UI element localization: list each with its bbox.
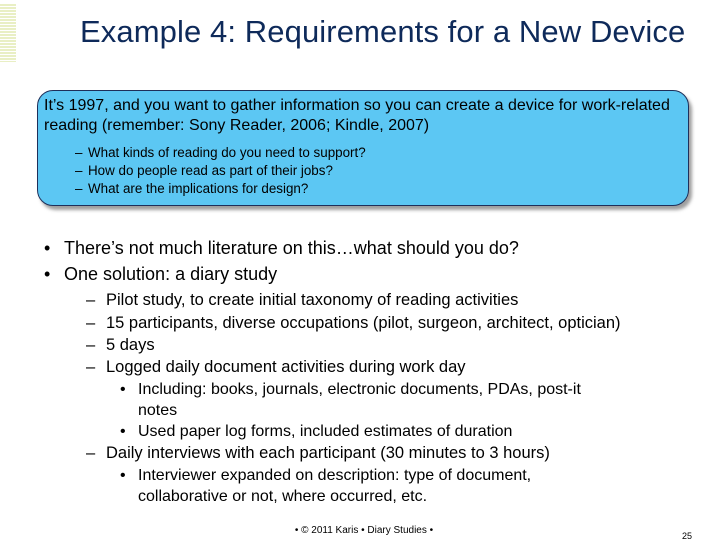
dash-marker: –: [75, 163, 83, 178]
dash-marker: –: [86, 336, 96, 354]
callout-question: – How do people read as part of their jobs?: [75, 163, 333, 178]
sub-sub-bullet-continuation: collaborative or not, where occurred, etc.: [138, 488, 428, 505]
callout-intro: It’s 1997, and you want to gather information so you can create a device for work-related reading (remember: Sony Reader, 2006; Kindle, 2007): [44, 97, 670, 134]
bullet-marker: •: [120, 381, 126, 398]
bullet-marker: •: [120, 423, 126, 440]
decorative-stripe: [0, 4, 16, 62]
sub-sub-bullet-item: Interviewer expanded on description: type of document,: [138, 467, 532, 484]
sub-sub-bullet-item: Including: books, journals, electronic documents, PDAs, post-it: [138, 381, 581, 398]
callout-question: – What are the implications for design?: [75, 181, 309, 196]
dash-marker: –: [75, 181, 83, 196]
bullet-item: There’s not much literature on this…what should you do?: [64, 238, 519, 258]
slide-title: Example 4: Requirements for a New Device: [80, 14, 686, 49]
dash-marker: –: [86, 358, 96, 376]
dash-marker: –: [86, 291, 96, 309]
bullet-marker: •: [44, 264, 51, 284]
page-number: 25: [681, 531, 692, 541]
sub-bullet-item: Daily interviews with each participant (30 minutes to 3 hours): [106, 444, 550, 462]
sub-sub-bullet-item: Used paper log forms, included estimates of duration: [138, 423, 513, 440]
bullet-item: One solution: a diary study: [64, 264, 278, 284]
sub-sub-bullet-continuation: notes: [138, 402, 178, 419]
sub-bullet-item: Logged daily document activities during work day: [106, 358, 466, 376]
sub-bullet-item: 15 participants, diverse occupations (pilot, surgeon, architect, optician): [106, 314, 621, 332]
dash-marker: –: [86, 444, 96, 462]
callout-question: – What kinds of reading do you need to support?: [75, 145, 366, 160]
sub-bullet-item: 5 days: [106, 336, 155, 354]
bullet-marker: •: [44, 238, 51, 258]
slide-footer: • © 2011 Karis • Diary Studies •: [294, 525, 434, 536]
bullet-marker: •: [120, 467, 126, 484]
dash-marker: –: [86, 314, 96, 332]
dash-marker: –: [75, 145, 83, 160]
sub-bullet-item: Pilot study, to create initial taxonomy of reading activities: [106, 291, 519, 309]
